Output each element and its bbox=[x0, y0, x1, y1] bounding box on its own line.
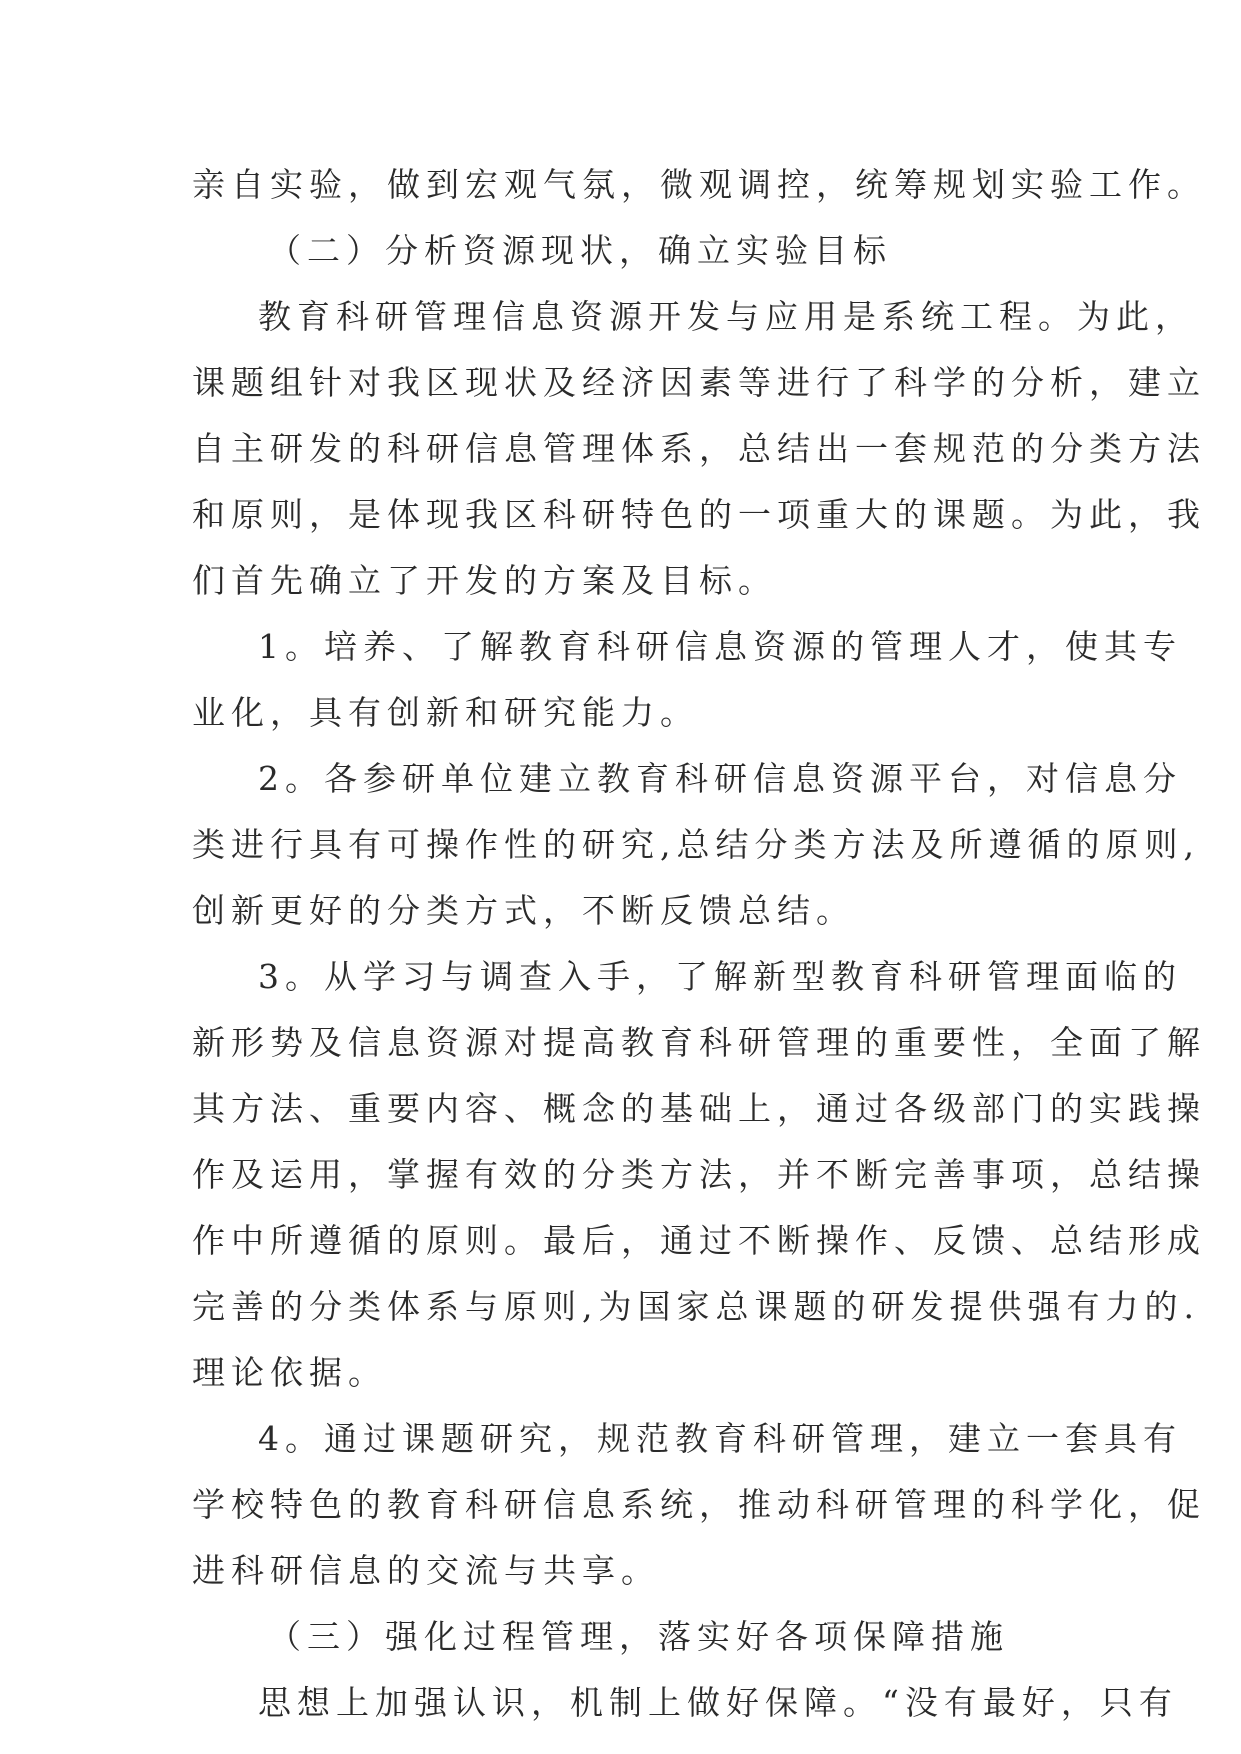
list-item-line: 进科研信息的交流与共享。 bbox=[192, 1551, 660, 1590]
paragraph-line: 教育科研管理信息资源开发与应用是系统工程。为此， bbox=[258, 297, 1194, 336]
paragraph-line: 课题组针对我区现状及经济因素等进行了科学的分析，建立 bbox=[192, 363, 1206, 402]
list-item-line: 3。从学习与调查入手，了解新型教育科研管理面临的 bbox=[258, 957, 1182, 996]
list-item-line: 类进行具有可操作性的研究,总结分类方法及所遵循的原则, bbox=[192, 825, 1200, 864]
list-item-line: 4。通过课题研究，规范教育科研管理，建立一套具有 bbox=[258, 1419, 1182, 1458]
list-item-line: 其方法、重要内容、概念的基础上，通过各级部门的实践操 bbox=[192, 1089, 1206, 1128]
list-item-line: 新形势及信息资源对提高教育科研管理的重要性，全面了解 bbox=[192, 1023, 1206, 1062]
list-item-line: 完善的分类体系与原则,为国家总课题的研发提供强有力的. bbox=[192, 1287, 1200, 1326]
list-item-line: 业化，具有创新和研究能力。 bbox=[192, 693, 699, 732]
section-heading: （三）强化过程管理，落实好各项保障措施 bbox=[268, 1617, 1009, 1656]
list-item-line: 作及运用，掌握有效的分类方法，并不断完善事项，总结操 bbox=[192, 1155, 1206, 1194]
paragraph-line: 们首先确立了开发的方案及目标。 bbox=[192, 561, 777, 600]
list-item-line: 学校特色的教育科研信息系统，推动科研管理的科学化，促 bbox=[192, 1485, 1206, 1524]
paragraph-line: 和原则，是体现我区科研特色的一项重大的课题。为此，我 bbox=[192, 495, 1206, 534]
paragraph-line: 思想上加强认识，机制上做好保障。“没有最好，只有 bbox=[258, 1683, 1178, 1722]
list-item-line: 作中所遵循的原则。最后，通过不断操作、反馈、总结形成 bbox=[192, 1221, 1206, 1260]
list-item-line: 理论依据。 bbox=[192, 1353, 387, 1392]
list-item-line: 2。各参研单位建立教育科研信息资源平台，对信息分 bbox=[258, 759, 1182, 798]
list-item-line: 1。培养、了解教育科研信息资源的管理人才，使其专 bbox=[258, 627, 1182, 666]
paragraph-line: 自主研发的科研信息管理体系，总结出一套规范的分类方法 bbox=[192, 429, 1206, 468]
list-item-line: 创新更好的分类方式，不断反馈总结。 bbox=[192, 891, 855, 930]
paragraph-line: 亲自实验，做到宏观气氛，微观调控，统筹规划实验工作。 bbox=[192, 165, 1206, 204]
section-heading: （二）分析资源现状，确立实验目标 bbox=[268, 231, 892, 270]
